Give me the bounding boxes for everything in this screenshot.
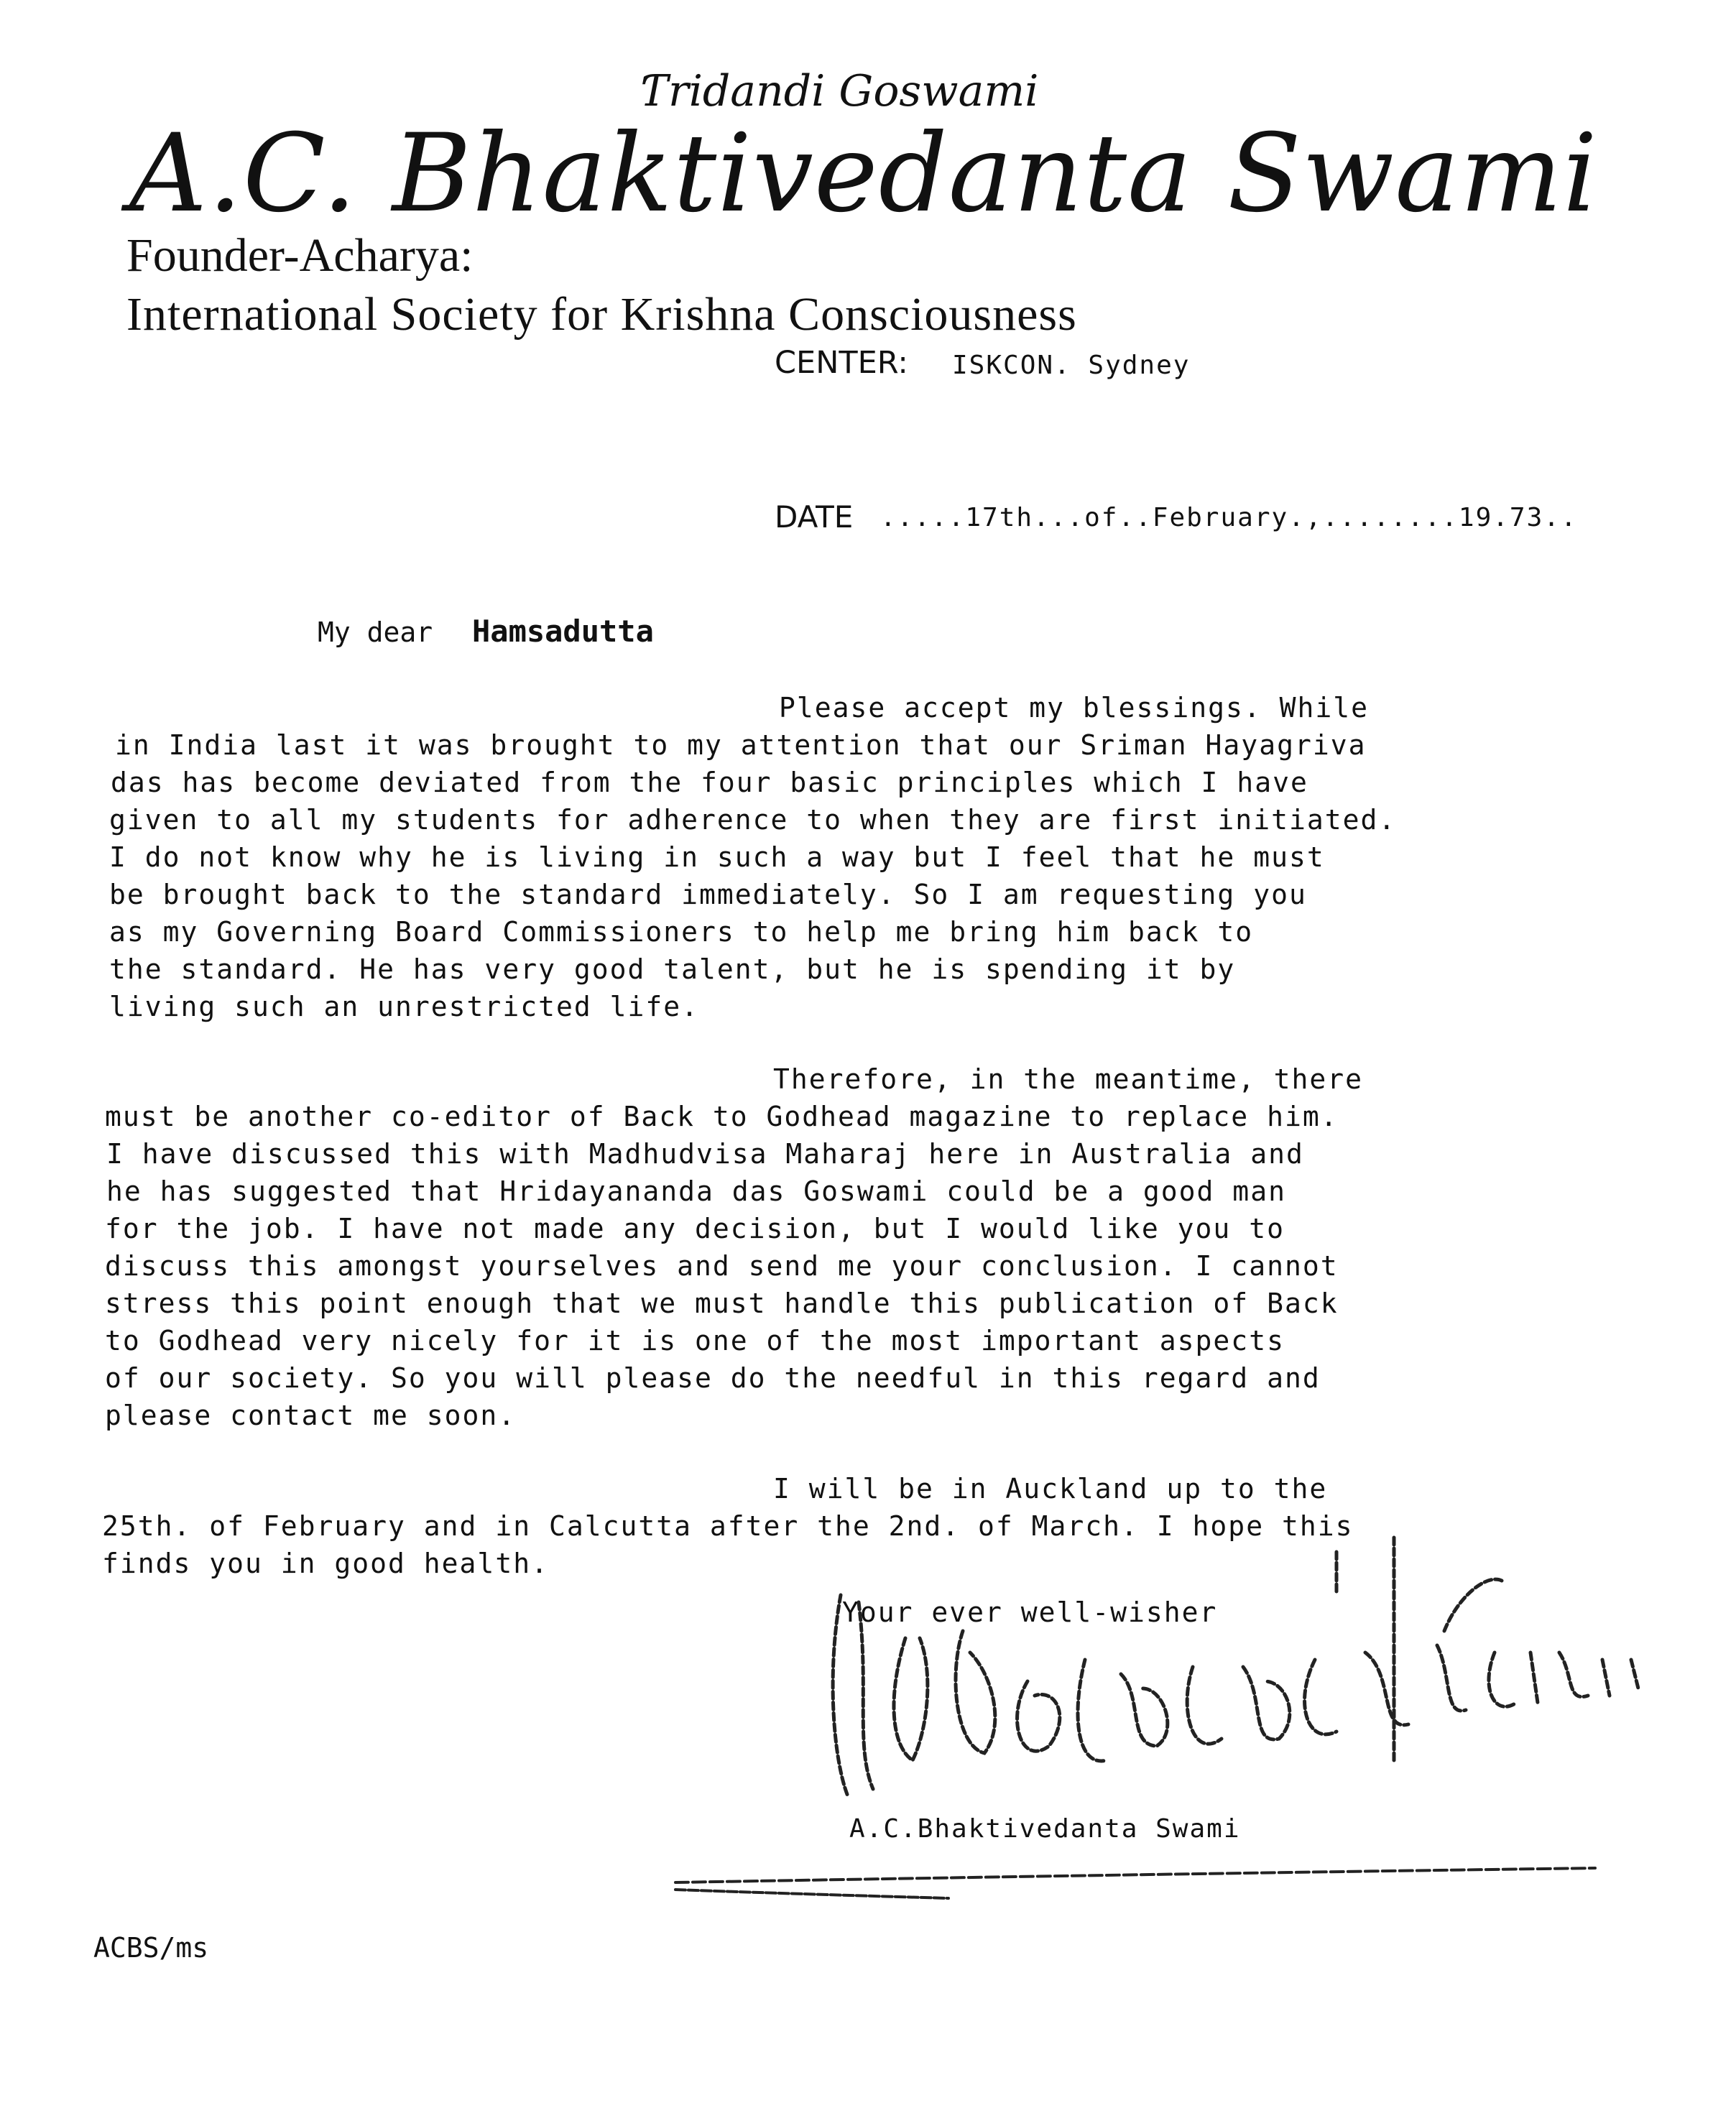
body-line: I do not know why he is living in such a way but I feel that he must <box>109 841 1325 873</box>
date-value: .....17th...of..February.,........19.73.. <box>880 503 1578 532</box>
date-label: DATE <box>775 499 854 535</box>
center-value: ISKCON. Sydney <box>952 351 1191 380</box>
letterhead-name: A.C. Bhaktivedanta Swami <box>129 111 1598 236</box>
body-line: as my Governing Board Commissioners to help me bring him back to <box>109 916 1254 948</box>
body-line: stress this point enough that we must handle this publication of Back <box>105 1288 1339 1319</box>
body-line: das has become deviated from the four basic principles which I have <box>111 767 1308 798</box>
body-line: given to all my students for adherence to when they are first initiated. <box>109 804 1397 836</box>
body-line: Therefore, in the meantime, there <box>773 1063 1363 1095</box>
closing-valediction: Your ever well-wisher <box>842 1596 1218 1628</box>
body-line: I have discussed this with Madhudvisa Maharaj here in Australia and <box>106 1138 1304 1170</box>
body-line: be brought back to the standard immediately. So I am requesting you <box>109 879 1307 910</box>
body-line: discuss this amongst yourselves and send me your conclusion. I cannot <box>105 1250 1339 1282</box>
signed-name: A.C.Bhaktivedanta Swami <box>849 1814 1241 1844</box>
body-line: living such an unrestricted life. <box>109 991 699 1022</box>
handwritten-signature <box>819 1530 1667 1818</box>
salutation-greeting: My dear <box>318 616 433 648</box>
body-line: I will be in Auckland up to the <box>773 1473 1328 1505</box>
body-line: the standard. He has very good talent, but he is spending it by <box>109 953 1236 985</box>
letterhead-title: Founder-Acharya: <box>126 229 474 282</box>
body-line: he has suggested that Hridayananda das Goswami could be a good man <box>106 1175 1286 1207</box>
body-line: in India last it was brought to my attention that our Sriman Hayagriva <box>115 729 1367 761</box>
body-line: 25th. of February and in Calcutta after the 2nd. of March. I hope this <box>102 1510 1354 1542</box>
letterhead-honorific: Ƭridandi Goswami <box>640 66 1039 116</box>
signature-rule <box>668 1861 1602 1918</box>
center-label: CENTER: <box>775 345 908 381</box>
body-line: must be another co-editor of Back to Godhead magazine to replace him. <box>105 1101 1339 1132</box>
body-line: of our society. So you will please do the needful in this regard and <box>105 1362 1321 1394</box>
body-line: Please accept my blessings. While <box>779 692 1369 724</box>
salutation-name: Hamsadutta <box>472 614 654 649</box>
letterhead-society: International Society for Krishna Consciousness <box>126 288 1077 341</box>
body-line: for the job. I have not made any decision, but I would like you to <box>105 1213 1285 1244</box>
body-line: finds you in good health. <box>102 1548 549 1579</box>
body-line: to Godhead very nicely for it is one of the most important aspects <box>105 1325 1285 1357</box>
body-line: please contact me soon. <box>105 1400 517 1431</box>
reference-initials: ACBS/ms <box>93 1932 209 1964</box>
